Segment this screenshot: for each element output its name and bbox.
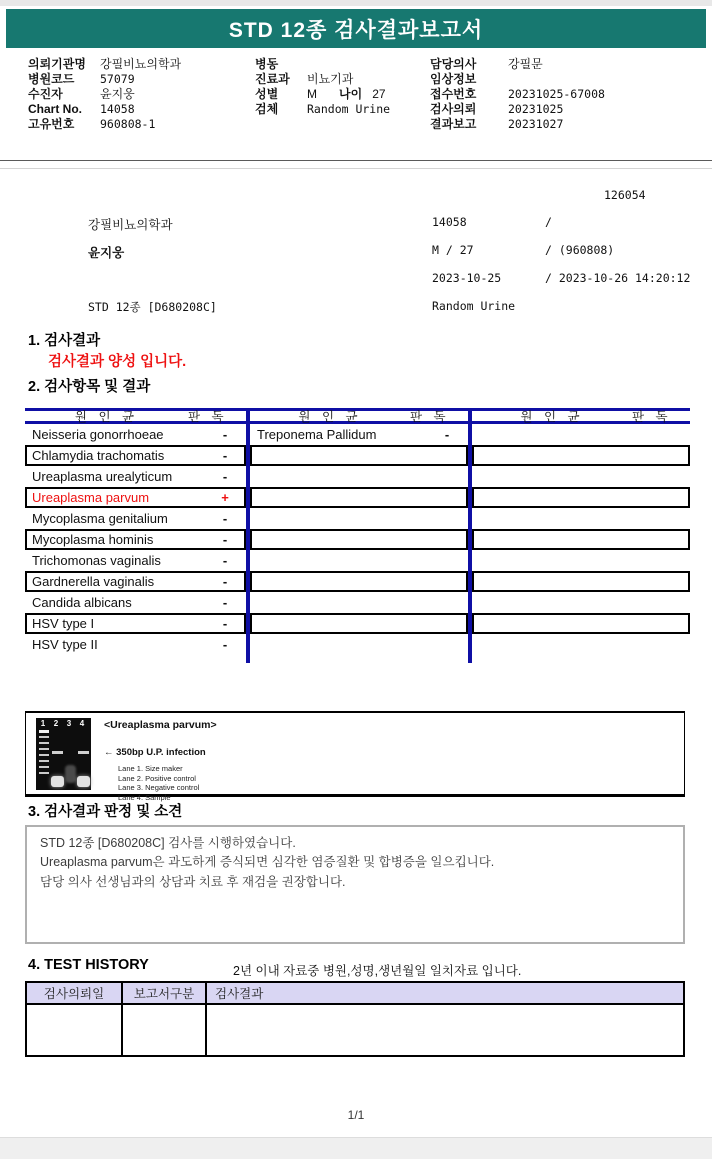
judgment-header: 판 독 <box>188 410 228 424</box>
pathogen-row <box>250 529 468 550</box>
info-row <box>430 86 692 101</box>
column-header <box>472 408 690 424</box>
patient-name: 윤지웅 <box>88 246 125 260</box>
gel-legend <box>118 764 199 802</box>
section2-title: 2. 검사항목 및 결과 <box>28 379 151 395</box>
info-value: M <box>307 86 317 101</box>
info-row <box>28 86 255 101</box>
info-value: 강필문 <box>508 57 543 71</box>
comment-line: Ureaplasma parvum은 과도하게 증식되면 심각한 염증질환 및 합병증을 일으킵니다. <box>40 855 495 870</box>
pathogen-row <box>25 592 246 613</box>
left-arrow-icon: ← <box>104 747 114 758</box>
lane-number: 4 <box>79 719 85 728</box>
history-header-row <box>27 983 683 1005</box>
pathogen-row <box>250 445 468 466</box>
pathogen-row <box>25 634 246 655</box>
info-value: 14058 <box>100 101 135 116</box>
info-label: 병원코드 <box>28 72 75 86</box>
gel-legend-line: Lane 2. Positive control <box>118 773 196 783</box>
pathogen-row <box>472 550 690 571</box>
pathogen-row <box>25 571 246 592</box>
info-row <box>255 71 430 86</box>
info-row <box>430 116 692 131</box>
history-note: 2년 이내 자료중 병원,성명,생년월일 일치자료 입니다. <box>233 964 522 978</box>
history-header-cell: 보고서구분 <box>123 983 207 1003</box>
info-label: 결과보고 <box>430 117 477 131</box>
gel-size-ladder <box>39 736 49 778</box>
info-row <box>255 56 430 71</box>
info-value: 57079 <box>100 71 135 86</box>
pathogen-row <box>472 487 690 508</box>
birth-code: / (960808) <box>545 243 615 257</box>
test-history-table <box>25 981 685 1057</box>
info-value: 비뇨기과 <box>307 72 354 86</box>
pathogen-row <box>472 571 690 592</box>
history-cell-report-type <box>123 1005 207 1055</box>
judgment-value: - <box>222 616 228 631</box>
lane-number: 1 <box>40 719 46 728</box>
gel-lane2-blob <box>51 776 64 787</box>
info-label: 접수번호 <box>430 87 477 101</box>
gel-lane3-smear <box>65 765 76 783</box>
summary-row <box>0 215 712 231</box>
info-label: 진료과 <box>255 72 290 86</box>
pathogen-row <box>472 508 690 529</box>
judgment-value: - <box>222 427 228 442</box>
gel-legend-line: Lane 1. Size maker <box>118 764 183 773</box>
pathogen-row <box>250 508 468 529</box>
pathogen-row <box>25 445 246 466</box>
result-column <box>468 408 690 663</box>
info-label: 나이 <box>339 87 363 101</box>
pathogen-row <box>472 424 690 445</box>
column-header <box>25 408 246 424</box>
pathogen-row <box>250 424 468 445</box>
info-label: 수진자 <box>28 87 63 101</box>
pathogen-name: HSV type II <box>32 637 98 652</box>
gel-annotation <box>104 718 674 802</box>
info-column-middle <box>255 56 430 131</box>
judgment-value: - <box>222 532 228 547</box>
info-row <box>28 116 255 131</box>
pathogen-name: Mycoplasma hominis <box>32 532 154 547</box>
page-number: 1/1 <box>347 1108 365 1122</box>
judgment-value: - <box>444 427 450 442</box>
test-name: STD 12종 [D680208C] <box>88 300 217 314</box>
pathogen-name: Ureaplasma parvum <box>32 490 150 505</box>
pathogen-header: 원 인 균 <box>74 410 139 424</box>
gel-lane4-blob <box>77 776 90 787</box>
info-column-right <box>430 56 692 131</box>
info-value: 960808-1 <box>100 116 156 131</box>
pathogen-row <box>25 424 246 445</box>
pathogen-name: Mycoplasma genitalium <box>32 511 168 526</box>
report-title: STD 12종 검사결과보고서 <box>228 18 484 42</box>
sex-age: M / 27 <box>432 243 474 257</box>
info-label: 병동 <box>255 57 279 71</box>
pathogen-row <box>25 466 246 487</box>
top-strip <box>0 0 712 6</box>
info-row <box>255 101 430 116</box>
specimen-type: Random Urine <box>432 299 516 313</box>
pathogen-row <box>472 592 690 613</box>
pathogen-row <box>472 613 690 634</box>
judgment-value: - <box>222 595 228 610</box>
section1-title: 1. 검사결과 <box>28 333 101 349</box>
pathogen-name: Candida albicans <box>32 595 132 610</box>
info-row <box>430 71 692 86</box>
judgment-value: + <box>221 490 229 505</box>
report-title-banner <box>6 9 706 48</box>
summary-row <box>0 271 712 287</box>
lane-number: 2 <box>53 719 59 728</box>
pathogen-row <box>250 571 468 592</box>
pathogen-name: HSV type I <box>32 616 95 631</box>
info-label: Chart No. <box>28 101 82 116</box>
pathogen-name: Ureaplasma urealyticum <box>32 469 173 484</box>
pathogen-row <box>25 508 246 529</box>
report-datetime: / 2023-10-26 14:20:12 <box>545 271 691 285</box>
judgment-header: 판 독 <box>632 410 672 424</box>
pathogen-row <box>25 529 246 550</box>
separator: / <box>545 215 552 229</box>
comment-box <box>25 825 685 944</box>
column-header <box>250 408 468 424</box>
judgment-value: - <box>222 637 228 652</box>
result-column <box>246 408 468 663</box>
info-value: 강필비뇨의학과 <box>100 57 182 71</box>
pathogen-row <box>25 487 246 508</box>
report-code: 126054 <box>604 188 646 202</box>
info-row <box>28 71 255 86</box>
info-value: 20231025-67008 <box>508 86 605 101</box>
gel-electrophoresis-image <box>36 718 91 790</box>
info-row <box>255 86 430 101</box>
pathogen-header: 원 인 균 <box>298 410 362 424</box>
pathogen-row <box>250 613 468 634</box>
pathogen-row <box>250 592 468 613</box>
request-date: 2023-10-25 <box>432 271 502 285</box>
judgment-header: 판 독 <box>410 410 450 424</box>
overall-result-text: 검사결과 양성 입니다. <box>48 354 187 370</box>
info-value: 20231025 <box>508 101 564 116</box>
judgment-value: - <box>222 469 228 484</box>
gel-legend-line: Lane 4. Sample <box>118 792 171 802</box>
band-label: 350bp U.P. infection <box>116 747 206 758</box>
section4-title: 4. TEST HISTORY <box>28 957 149 973</box>
judgment-value: - <box>222 574 228 589</box>
history-cell-result <box>207 1005 683 1055</box>
pathogen-row <box>472 466 690 487</box>
summary-row <box>0 243 712 259</box>
gel-lane4-band <box>78 751 89 754</box>
info-label: 고유번호 <box>28 117 75 131</box>
comment-line: 담당 의사 선생님과의 상담과 치료 후 재검을 권장합니다. <box>40 874 346 889</box>
bottom-strip <box>0 1137 712 1159</box>
info-value: 20231027 <box>508 116 564 131</box>
judgment-value: - <box>222 553 228 568</box>
pathogen-row <box>250 466 468 487</box>
patient-info-header <box>28 56 692 131</box>
pathogen-row <box>250 634 468 655</box>
info-label: 의뢰기관명 <box>28 57 86 71</box>
lane-number: 3 <box>66 719 72 728</box>
info-label: 성별 <box>255 87 279 101</box>
pathogen-name: Gardnerella vaginalis <box>32 574 155 589</box>
divider-light <box>0 168 712 169</box>
band-label-line <box>104 747 206 758</box>
gel-legend-line: Lane 3. Negative control <box>118 783 200 792</box>
pathogen-header: 원 인 균 <box>520 410 584 424</box>
info-value: 윤지웅 <box>100 87 135 101</box>
pathogen-row <box>25 613 246 634</box>
pathogen-name: Neisseria gonorrhoeae <box>32 427 164 442</box>
info-row <box>430 101 692 116</box>
pathogen-name: Treponema Pallidum <box>257 427 377 442</box>
info-row <box>28 101 255 116</box>
pathogen-name: Trichomonas vaginalis <box>32 553 161 568</box>
history-header-cell: 검사결과 <box>215 987 264 1001</box>
judgment-value: - <box>222 448 228 463</box>
history-body-row <box>27 1005 683 1055</box>
section3-title: 3. 검사결과 판정 및 소견 <box>28 804 183 820</box>
result-column <box>25 408 246 663</box>
info-label: 검사의뢰 <box>430 102 477 116</box>
pathogen-row <box>25 550 246 571</box>
gel-figure-box <box>25 711 685 802</box>
info-column-left <box>28 56 255 131</box>
info-label: 검체 <box>255 102 279 116</box>
info-row <box>430 56 692 71</box>
pathogen-row <box>472 445 690 466</box>
info-label: 담당의사 <box>430 57 477 71</box>
gel-title: <Ureaplasma parvum> <box>104 719 217 731</box>
pathogen-result-table <box>25 408 690 663</box>
pathogen-row <box>250 550 468 571</box>
pathogen-row <box>472 529 690 550</box>
judgment-value: - <box>222 511 228 526</box>
history-header-cell: 검사의뢰일 <box>27 983 123 1003</box>
divider-dark <box>0 160 712 161</box>
chart-number: 14058 <box>432 215 467 229</box>
info-label: 임상정보 <box>430 72 477 86</box>
pathogen-row <box>250 487 468 508</box>
gel-lane1-top-band <box>39 730 49 733</box>
summary-row <box>0 299 712 315</box>
comment-line: STD 12종 [D680208C] 검사를 시행하였습니다. <box>40 836 296 850</box>
info-value: 27 <box>372 86 386 101</box>
info-row <box>28 56 255 71</box>
clinic-name: 강필비뇨의학과 <box>88 218 173 232</box>
gel-lane2-band <box>52 751 63 754</box>
pathogen-row <box>472 634 690 655</box>
history-cell-request-date <box>27 1005 123 1055</box>
pathogen-name: Chlamydia trachomatis <box>32 448 165 463</box>
info-value: Random Urine <box>307 101 391 116</box>
